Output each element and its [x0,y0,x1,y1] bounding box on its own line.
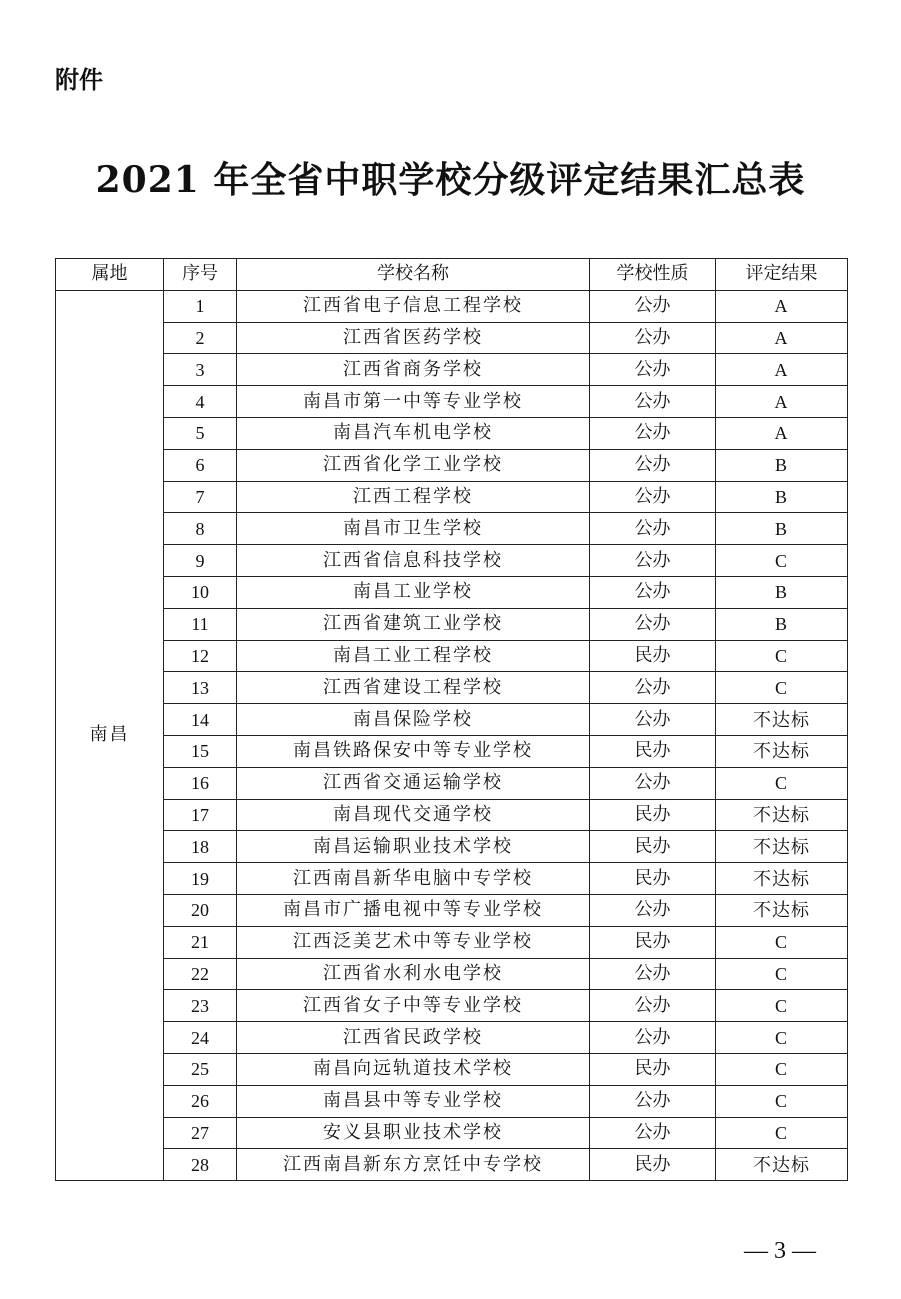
school-type-cell: 公办 [590,1022,716,1054]
school-name-cell: 江西省建设工程学校 [237,672,590,704]
result-cell: B [716,449,848,481]
school-type-cell: 民办 [590,1053,716,1085]
index-cell: 13 [164,672,237,704]
index-cell: 19 [164,863,237,895]
index-cell: 11 [164,608,237,640]
table-row [56,672,848,704]
school-type-cell: 公办 [590,894,716,926]
result-cell: A [716,322,848,354]
header-index: 序号 [164,259,237,291]
result-cell: B [716,513,848,545]
result-cell: C [716,1085,848,1117]
index-cell: 3 [164,354,237,386]
school-name-cell: 南昌县中等专业学校 [237,1085,590,1117]
school-name-cell: 南昌市卫生学校 [237,513,590,545]
result-cell: A [716,386,848,418]
school-name-cell: 江西工程学校 [237,481,590,513]
table-row [56,1085,848,1117]
header-type: 学校性质 [590,259,716,291]
school-type-cell: 公办 [590,704,716,736]
result-cell: 不达标 [716,831,848,863]
attachment-label: 附件 [55,66,103,94]
school-type-cell: 公办 [590,449,716,481]
school-type-cell: 民办 [590,926,716,958]
result-cell: C [716,958,848,990]
result-cell: C [716,990,848,1022]
school-type-cell: 公办 [590,958,716,990]
index-cell: 8 [164,513,237,545]
school-type-cell: 民办 [590,1149,716,1181]
table-row [56,799,848,831]
region-cell: 南昌 [56,290,164,1180]
result-cell: C [716,926,848,958]
index-cell: 16 [164,767,237,799]
index-cell: 27 [164,1117,237,1149]
table-row [56,513,848,545]
table-row [56,640,848,672]
school-type-cell: 民办 [590,799,716,831]
table-row [56,735,848,767]
school-name-cell: 南昌工业工程学校 [237,640,590,672]
result-cell: B [716,576,848,608]
school-name-cell: 江西省商务学校 [237,354,590,386]
school-name-cell: 南昌工业学校 [237,576,590,608]
table-row [56,481,848,513]
table-row [56,1117,848,1149]
index-cell: 22 [164,958,237,990]
table-row [56,322,848,354]
result-cell: C [716,640,848,672]
table-row [56,958,848,990]
result-cell: C [716,1053,848,1085]
result-cell: 不达标 [716,1149,848,1181]
result-cell: C [716,672,848,704]
school-type-cell: 公办 [590,608,716,640]
index-cell: 5 [164,417,237,449]
table-row [56,545,848,577]
table-row [56,704,848,736]
index-cell: 24 [164,1022,237,1054]
school-type-cell: 公办 [590,290,716,322]
school-type-cell: 公办 [590,545,716,577]
index-cell: 25 [164,1053,237,1085]
school-name-cell: 江西省信息科技学校 [237,545,590,577]
table-row [56,576,848,608]
table-row [56,386,848,418]
table-row [56,290,848,322]
school-type-cell: 公办 [590,576,716,608]
table-row [56,831,848,863]
school-name-cell: 江西省交通运输学校 [237,767,590,799]
table-row [56,354,848,386]
result-cell: 不达标 [716,735,848,767]
page-number: — 3 — [744,1238,816,1264]
school-type-cell: 公办 [590,767,716,799]
school-name-cell: 南昌市广播电视中等专业学校 [237,894,590,926]
school-type-cell: 民办 [590,640,716,672]
results-table [55,258,848,1181]
school-name-cell: 江西省民政学校 [237,1022,590,1054]
result-cell: B [716,481,848,513]
page-title: 2021 年全省中职学校分级评定结果汇总表 [95,159,806,201]
result-cell: C [716,767,848,799]
school-type-cell: 公办 [590,354,716,386]
index-cell: 10 [164,576,237,608]
table-row [56,894,848,926]
index-cell: 12 [164,640,237,672]
school-name-cell: 江西南昌新东方烹饪中专学校 [237,1149,590,1181]
school-name-cell: 江西省化学工业学校 [237,449,590,481]
school-type-cell: 公办 [590,322,716,354]
table-row [56,863,848,895]
result-cell: A [716,354,848,386]
school-name-cell: 江西泛美艺术中等专业学校 [237,926,590,958]
school-type-cell: 公办 [590,513,716,545]
index-cell: 17 [164,799,237,831]
school-type-cell: 公办 [590,417,716,449]
school-name-cell: 江西省电子信息工程学校 [237,290,590,322]
header-region: 属地 [56,259,164,291]
index-cell: 9 [164,545,237,577]
result-cell: C [716,1117,848,1149]
index-cell: 2 [164,322,237,354]
index-cell: 4 [164,386,237,418]
table-row [56,608,848,640]
school-type-cell: 公办 [590,1117,716,1149]
index-cell: 21 [164,926,237,958]
result-cell: C [716,1022,848,1054]
index-cell: 14 [164,704,237,736]
table-row [56,990,848,1022]
result-cell: 不达标 [716,704,848,736]
school-name-cell: 南昌现代交通学校 [237,799,590,831]
index-cell: 28 [164,1149,237,1181]
school-name-cell: 江西南昌新华电脑中专学校 [237,863,590,895]
table-row [56,1053,848,1085]
table-row [56,1022,848,1054]
school-type-cell: 公办 [590,481,716,513]
result-cell: 不达标 [716,894,848,926]
result-cell: 不达标 [716,799,848,831]
index-cell: 20 [164,894,237,926]
school-name-cell: 南昌铁路保安中等专业学校 [237,735,590,767]
index-cell: 26 [164,1085,237,1117]
school-type-cell: 民办 [590,735,716,767]
result-cell: A [716,417,848,449]
school-type-cell: 民办 [590,863,716,895]
result-cell: 不达标 [716,863,848,895]
school-name-cell: 南昌保险学校 [237,704,590,736]
result-cell: B [716,608,848,640]
school-type-cell: 民办 [590,831,716,863]
school-type-cell: 公办 [590,672,716,704]
school-name-cell: 安义县职业技术学校 [237,1117,590,1149]
school-name-cell: 江西省医药学校 [237,322,590,354]
school-type-cell: 公办 [590,990,716,1022]
school-name-cell: 南昌汽车机电学校 [237,417,590,449]
index-cell: 23 [164,990,237,1022]
table-row [56,767,848,799]
table-row [56,417,848,449]
school-name-cell: 南昌向远轨道技术学校 [237,1053,590,1085]
index-cell: 6 [164,449,237,481]
table-row [56,1149,848,1181]
table-row [56,926,848,958]
school-name-cell: 江西省建筑工业学校 [237,608,590,640]
school-name-cell: 江西省女子中等专业学校 [237,990,590,1022]
school-name-cell: 南昌市第一中等专业学校 [237,386,590,418]
header-result: 评定结果 [716,259,848,291]
result-cell: C [716,545,848,577]
result-cell: A [716,290,848,322]
table-row [56,449,848,481]
header-row [56,259,848,291]
school-name-cell: 南昌运输职业技术学校 [237,831,590,863]
school-type-cell: 公办 [590,386,716,418]
index-cell: 15 [164,735,237,767]
school-type-cell: 公办 [590,1085,716,1117]
table-body [56,290,848,1180]
index-cell: 18 [164,831,237,863]
header-school: 学校名称 [237,259,590,291]
school-name-cell: 江西省水利水电学校 [237,958,590,990]
index-cell: 1 [164,290,237,322]
index-cell: 7 [164,481,237,513]
